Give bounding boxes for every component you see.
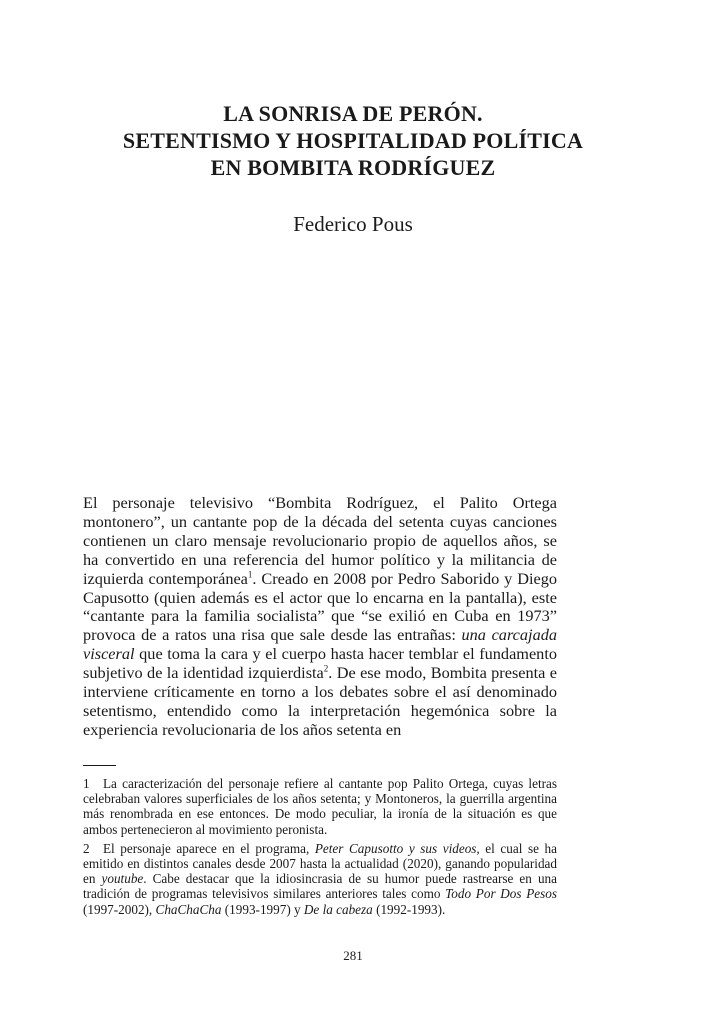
- page-number: 281: [343, 948, 363, 963]
- author-name: Federico Pous: [293, 212, 413, 236]
- body-paragraph: [83, 494, 557, 740]
- chapter-title: [60, 100, 646, 181]
- title-line-2: SETENTISMO Y HOSPITALIDAD POLÍTICA: [122, 128, 584, 153]
- body-text-part: El personaje televisivo “Bombita Rodríguez, el Palito Ortega montonero”, un cantante pop de la década del setenta cuyas canciones contienen un claro mensaje revolucionario propio de aquellos años, se ha convertido en una referencia del humor político y la militancia de izquierda contemporánea: [83, 493, 557, 588]
- footnote-text: (1992-1993).: [372, 901, 446, 917]
- body-text-part: . De ese modo, Bombita presenta e interviene críticamente en torno a los debates sobre el así denominado setentismo, entendido como la interpretación hegemónica sobre la experiencia revolucionaria de los años setenta en: [83, 663, 557, 739]
- footnote-text: La caracterización del personaje refiere al cantante pop Palito Ortega, cuyas letras celebraban valores superficiales de los años setenta; y Montoneros, la guerrilla argentina más renombrada en ese entonces. De modo peculiar, la ironía de la situación es que ambos pertenecieron al movimiento peronista.: [83, 776, 557, 837]
- footnote-1: [83, 776, 557, 837]
- footnote-italic: youtube: [101, 871, 144, 887]
- footnote-text: (1993-1997) y: [221, 901, 304, 917]
- footnote-ref-1[interactable]: 1: [247, 569, 253, 580]
- footnote-italic: De la cabeza: [303, 901, 373, 917]
- footnote-text: El personaje aparece en el programa,: [103, 840, 315, 856]
- footnote-2: [83, 841, 557, 917]
- footnote-text: el cual se ha emitido en distintos canales desde 2007 hasta la actualidad (2020), ganando popularidad en: [83, 840, 558, 887]
- title-line-3: EN BOMBITA RODRÍGUEZ: [210, 155, 496, 180]
- footnote-ref-2[interactable]: 2: [323, 663, 329, 674]
- footnote-text: (1997-2002),: [83, 901, 156, 917]
- body-italic-phrase: una carcajada visceral: [83, 625, 557, 664]
- footnote-italic: Todo Por Dos Pesos: [445, 886, 558, 902]
- footnote-italic: Peter Capusotto y sus videos,: [314, 840, 480, 856]
- footnote-number: 1: [83, 776, 90, 791]
- title-line-1: LA SONRISA DE PERÓN.: [223, 101, 483, 126]
- footnotes: [83, 776, 557, 921]
- footnote-text: . Cabe destacar que la idiosincrasia de su humor puede rastrearse en una tradición de programas televisivos similares anteriores tales como: [83, 871, 557, 902]
- footnote-divider: [83, 765, 116, 766]
- body-text-part: . Creado en 2008 por Pedro Saborido y Diego Capusotto (quien además es el actor que lo encarna en la pantalla), este “cantante para la familia socialista” que “se exilió en Cuba en 1973” provoca de a ratos una risa que sale desde las entrañas:: [83, 568, 558, 645]
- footnote-number: 2: [83, 840, 90, 856]
- body-text-part: que toma la cara y el cuerpo hasta hacer temblar el fundamento subjetivo de la identidad izquierdista: [83, 644, 557, 683]
- footnote-italic: ChaChaCha: [155, 901, 222, 917]
